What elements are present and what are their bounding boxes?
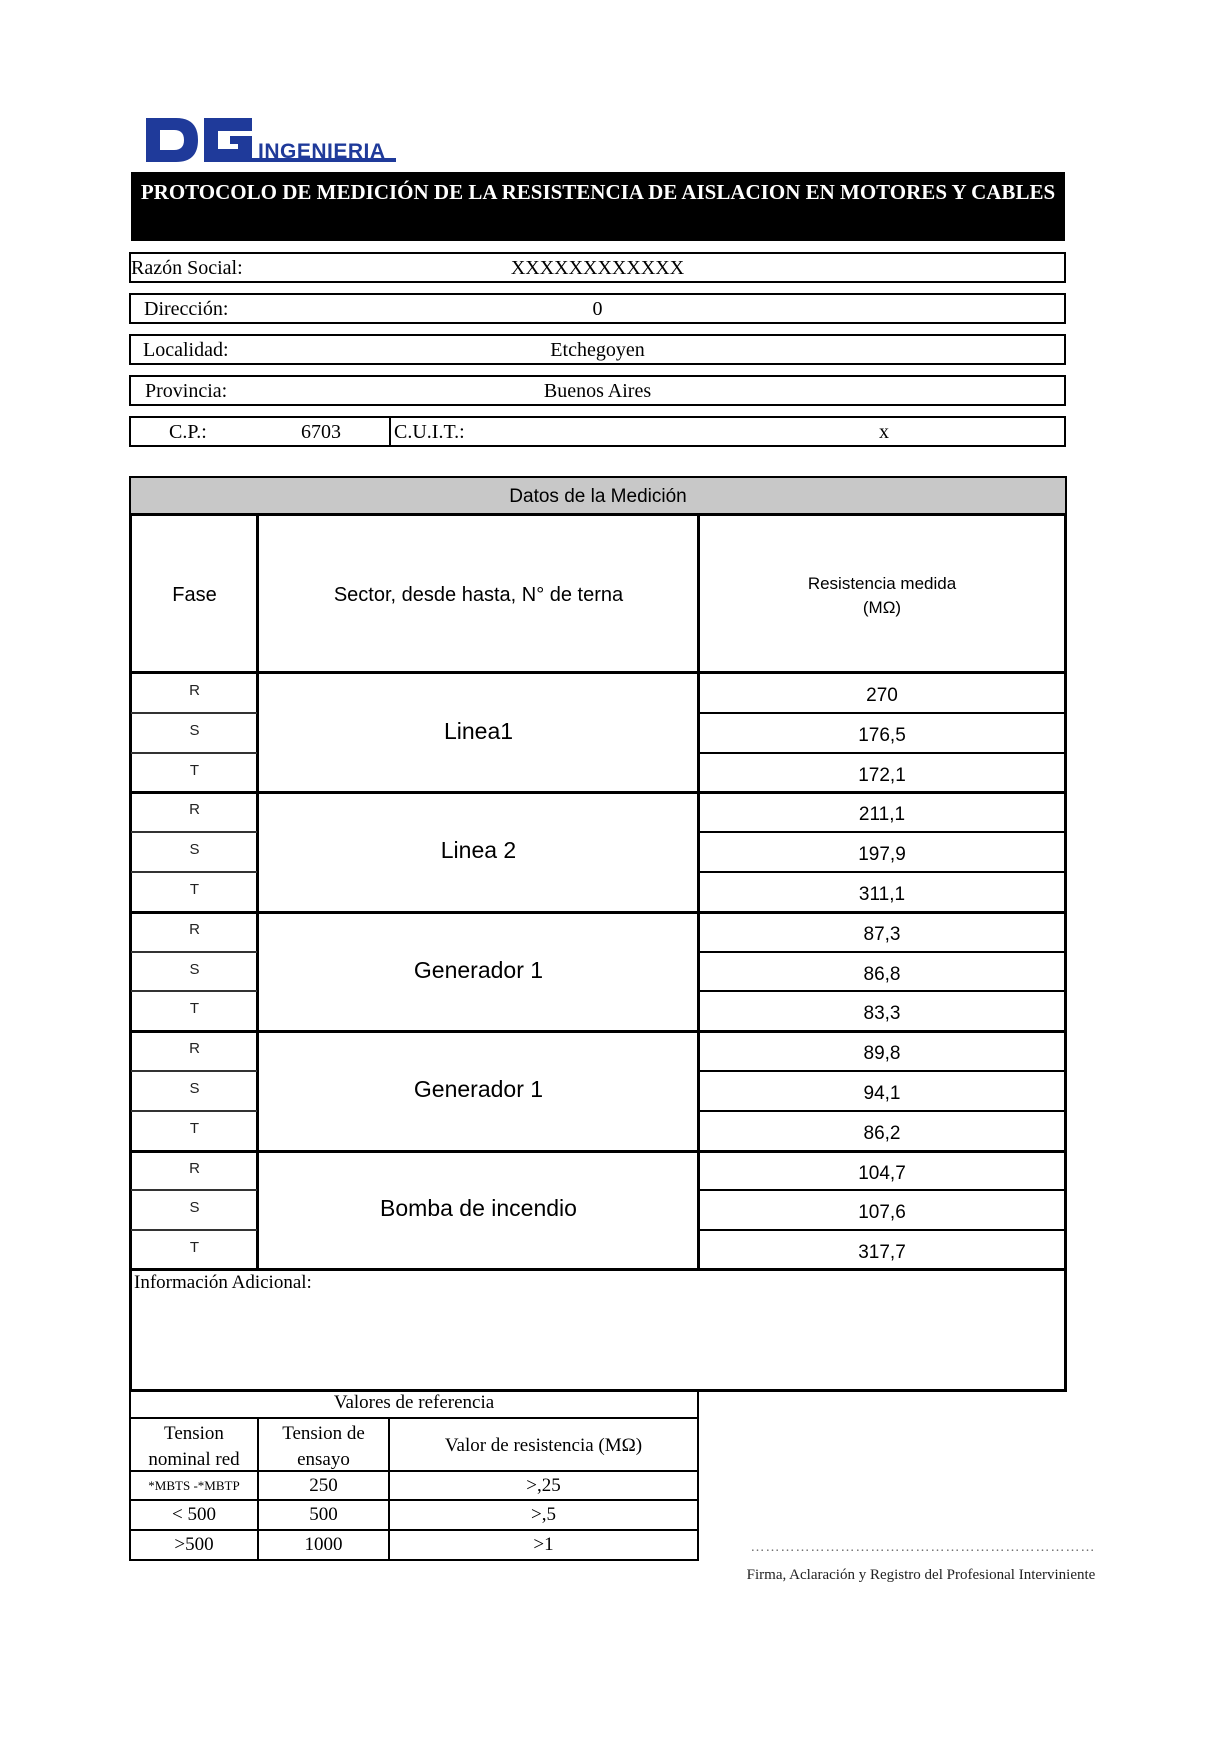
fase-cell: R: [189, 1159, 200, 1177]
reference-nominal-cell: < 500: [172, 1504, 216, 1525]
fase-cell: T: [189, 1000, 200, 1018]
reference-table-line: [129, 1559, 699, 1561]
sector-label: Linea 2: [440, 837, 517, 864]
row-divider: [699, 1150, 1065, 1153]
group-divider: [257, 911, 699, 914]
provincia-label: Provincia:: [145, 380, 228, 402]
sector-label: Generador 1: [413, 956, 544, 983]
fase-cell: T: [189, 881, 200, 898]
row-divider: [131, 951, 257, 953]
row-divider: [131, 911, 257, 914]
reference-table-line: [129, 1499, 699, 1501]
provincia-row: [129, 375, 1066, 406]
row-divider: [131, 1229, 257, 1231]
row-divider: [131, 831, 257, 833]
razon-social-row: [129, 252, 1066, 283]
row-divider: [131, 1070, 257, 1072]
localidad-label: Localidad:: [143, 339, 229, 361]
reference-table-line: [697, 1390, 699, 1561]
fase-cell: T: [189, 761, 200, 779]
resistencia-value: 270: [866, 685, 898, 706]
fase-cell: S: [189, 1080, 200, 1097]
logo-wordmark: INGENIERIA: [258, 140, 386, 163]
group-divider: [257, 791, 699, 794]
cp-divider: [389, 418, 391, 445]
direccion-value: 0: [592, 298, 603, 320]
row-divider: [699, 791, 1065, 794]
reference-ensayo-cell: 500: [309, 1504, 338, 1525]
razon-social-label: Razón Social:: [131, 257, 243, 279]
row-divider: [699, 831, 1065, 833]
row-divider: [131, 871, 257, 873]
fase-cell: S: [189, 1199, 200, 1217]
row-divider: [699, 990, 1065, 992]
fase-cell: R: [189, 1040, 200, 1058]
cuit-value: x: [879, 421, 889, 443]
sector-label: Bomba de incendio: [380, 1195, 577, 1222]
reference-header-tension-ensayo: ensayo: [297, 1449, 350, 1470]
fase-cell: T: [189, 1239, 200, 1257]
table-divider: [131, 671, 1065, 674]
resistencia-value: 83,3: [863, 1003, 901, 1025]
column-header-resistencia: [700, 572, 1064, 620]
fase-cell: R: [189, 920, 200, 938]
reference-table-line: [129, 1417, 699, 1419]
row-divider: [131, 1150, 257, 1153]
row-divider: [131, 712, 257, 714]
fase-cell: S: [189, 960, 200, 978]
reference-valor-cell: >1: [533, 1534, 554, 1555]
fase-cell: T: [189, 1119, 200, 1137]
localidad-value: Etchegoyen: [550, 339, 645, 361]
row-divider: [131, 1030, 257, 1033]
sector-label: Linea1: [443, 717, 514, 744]
resistencia-value: 197,9: [858, 844, 906, 866]
row-divider: [699, 1070, 1065, 1072]
table-divider: [131, 1268, 1065, 1271]
reference-nominal-cell: >500: [174, 1534, 214, 1555]
row-divider: [699, 871, 1065, 873]
row-divider: [699, 712, 1065, 714]
signature-caption: Firma, Aclaración y Registro del Profesional Interviniente: [746, 1567, 1096, 1583]
reference-nominal-cell: *MBTS -*MBTP: [148, 1478, 240, 1493]
reference-ensayo-cell: 250: [309, 1475, 338, 1496]
group-divider: [257, 1150, 699, 1153]
resistencia-value: 87,3: [863, 923, 901, 945]
signature-line: ……………………………………………………………: [750, 1540, 1096, 1555]
column-header-resistencia-unit: (MΩ): [862, 598, 902, 617]
cuit-label: C.U.I.T.:: [394, 421, 465, 443]
resistencia-value: 94,1: [863, 1083, 901, 1104]
document-title: PROTOCOLO DE MEDICIÓN DE LA RESISTENCIA DE AISLACION EN MOTORES Y CABLES: [131, 172, 1065, 241]
reference-header-tension-nominal: Tension: [164, 1423, 224, 1444]
cp-value: 6703: [301, 421, 341, 443]
fase-cell: S: [189, 721, 200, 739]
direccion-row: [129, 293, 1066, 324]
info-adicional-label: Información Adicional:: [134, 1272, 312, 1293]
row-divider: [699, 1110, 1065, 1112]
row-divider: [699, 911, 1065, 914]
table-header-band: Datos de la Medición: [131, 478, 1065, 516]
row-divider: [699, 752, 1065, 754]
direccion-label: Dirección:: [144, 298, 229, 320]
row-divider: [131, 990, 257, 992]
cp-label: C.P.:: [169, 421, 207, 443]
reference-header-tension-ensayo: Tension de: [282, 1423, 365, 1444]
column-header-resistencia-line1: Resistencia medida: [807, 574, 957, 593]
fase-cell: S: [189, 841, 200, 859]
row-divider: [131, 752, 257, 754]
resistencia-value: 86,8: [863, 963, 901, 985]
column-header-fase: Fase: [172, 584, 217, 606]
razon-social-value: XXXXXXXXXXXX: [510, 257, 685, 279]
resistencia-value: 86,2: [863, 1122, 901, 1144]
row-divider: [699, 1229, 1065, 1231]
row-divider: [131, 1110, 257, 1112]
resistencia-value: 176,5: [858, 724, 906, 746]
fase-cell: R: [189, 682, 200, 699]
row-divider: [131, 791, 257, 794]
row-divider: [131, 1189, 257, 1191]
column-header-sector: Sector, desde hasta, N° de terna: [333, 584, 624, 606]
row-divider: [699, 1030, 1065, 1033]
resistencia-value: 104,7: [858, 1162, 906, 1184]
reference-valor-cell: >,25: [526, 1475, 561, 1496]
resistencia-value: 89,8: [863, 1043, 901, 1065]
fase-cell: R: [189, 801, 200, 819]
resistencia-value: 317,7: [858, 1242, 906, 1264]
sector-label: Generador 1: [413, 1075, 544, 1102]
resistencia-value: 172,1: [858, 764, 906, 786]
cp-cuit-row: [129, 416, 1066, 447]
reference-header-valor: Valor de resistencia (MΩ): [444, 1435, 643, 1456]
row-divider: [699, 1189, 1065, 1191]
reference-table-line: [129, 1529, 699, 1531]
resistencia-value: 107,6: [858, 1202, 906, 1224]
row-divider: [699, 951, 1065, 953]
reference-header-tension-nominal: nominal red: [148, 1449, 240, 1470]
resistencia-value: 311,1: [858, 884, 906, 905]
resistencia-value: 211,1: [858, 804, 906, 826]
provincia-value: Buenos Aires: [543, 380, 652, 402]
reference-ensayo-cell: 1000: [304, 1534, 343, 1555]
group-divider: [257, 1030, 699, 1033]
reference-valor-cell: >,5: [531, 1504, 556, 1525]
localidad-row: [129, 334, 1066, 365]
reference-table-title: Valores de referencia: [333, 1392, 495, 1413]
